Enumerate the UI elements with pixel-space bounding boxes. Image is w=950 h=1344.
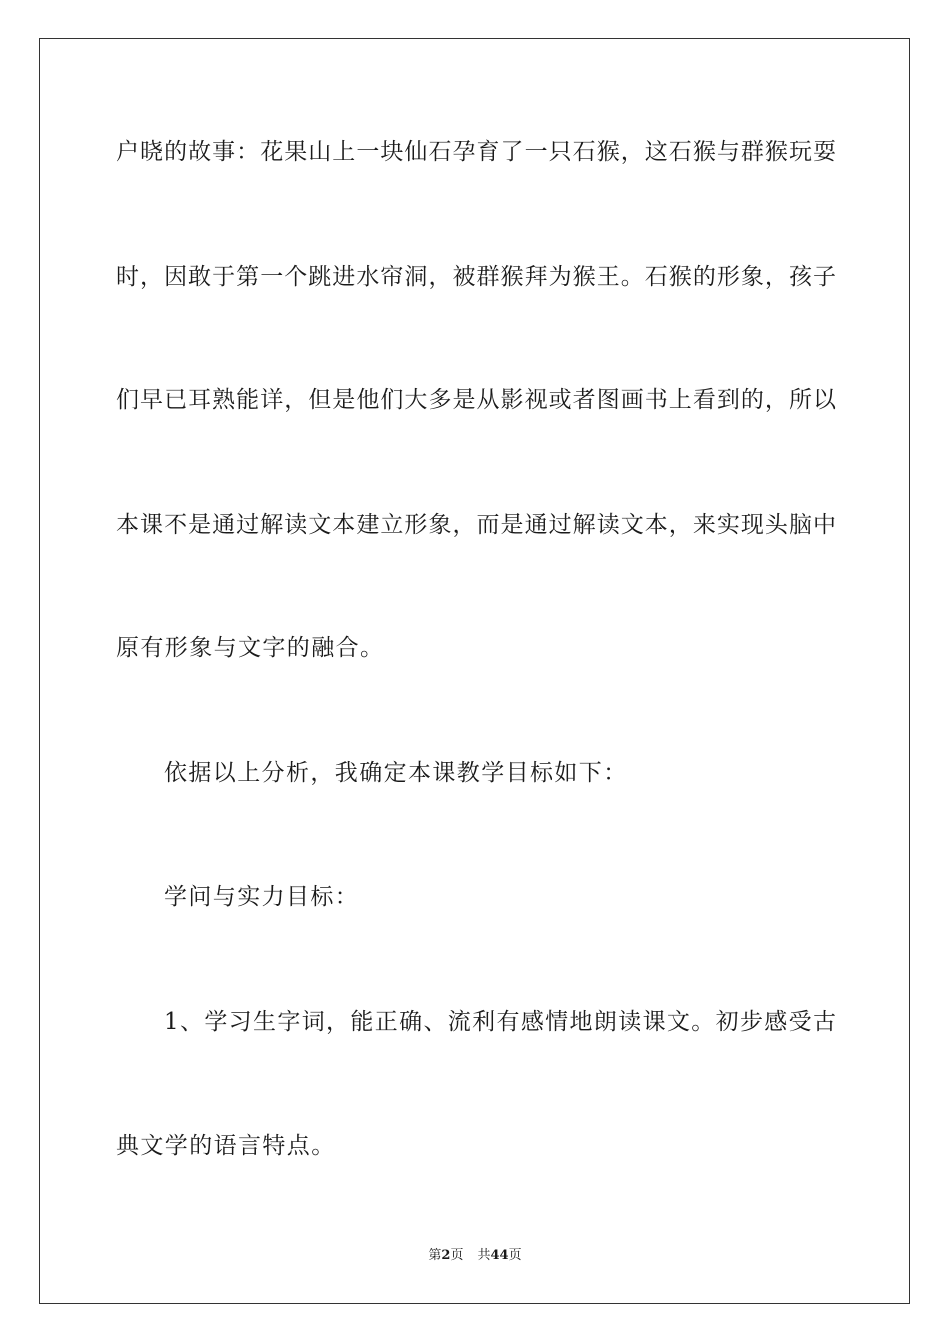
- body-line-4: 本课不是通过解读文本建立形象，而是通过解读文本，来实现头脑中: [116, 512, 836, 538]
- body-line-1: 户晓的故事：花果山上一块仙石孕育了一只石猴，这石猴与群猴玩耍: [116, 139, 836, 165]
- page-border: [39, 38, 910, 1304]
- footer-page-prefix: 第: [428, 1248, 442, 1263]
- body-line-8: 1、学习生字词，能正确、流利有感情地朗读课文。初步感受古: [164, 1009, 836, 1035]
- footer-total-suffix: 页: [508, 1248, 522, 1263]
- body-line-9: 典文学的语言特点。: [116, 1133, 336, 1159]
- footer-page-suffix: 页: [450, 1248, 464, 1263]
- body-line-3: 们早已耳熟能详，但是他们大多是从影视或者图画书上看到的，所以: [116, 387, 836, 413]
- body-line-5: 原有形象与文字的融合。: [116, 635, 385, 661]
- footer-page-number: 2: [441, 1248, 451, 1263]
- section-heading: 学问与实力目标：: [164, 884, 360, 910]
- footer-total-prefix: 共: [477, 1248, 491, 1263]
- body-line-6: 依据以上分析，我确定本课教学目标如下：: [164, 760, 628, 786]
- page-footer: [0, 1247, 950, 1265]
- body-line-2: 时，因敢于第一个跳进水帘洞，被群猴拜为猴王。石猴的形象，孩子: [116, 264, 836, 290]
- footer-total-pages: 44: [490, 1248, 509, 1263]
